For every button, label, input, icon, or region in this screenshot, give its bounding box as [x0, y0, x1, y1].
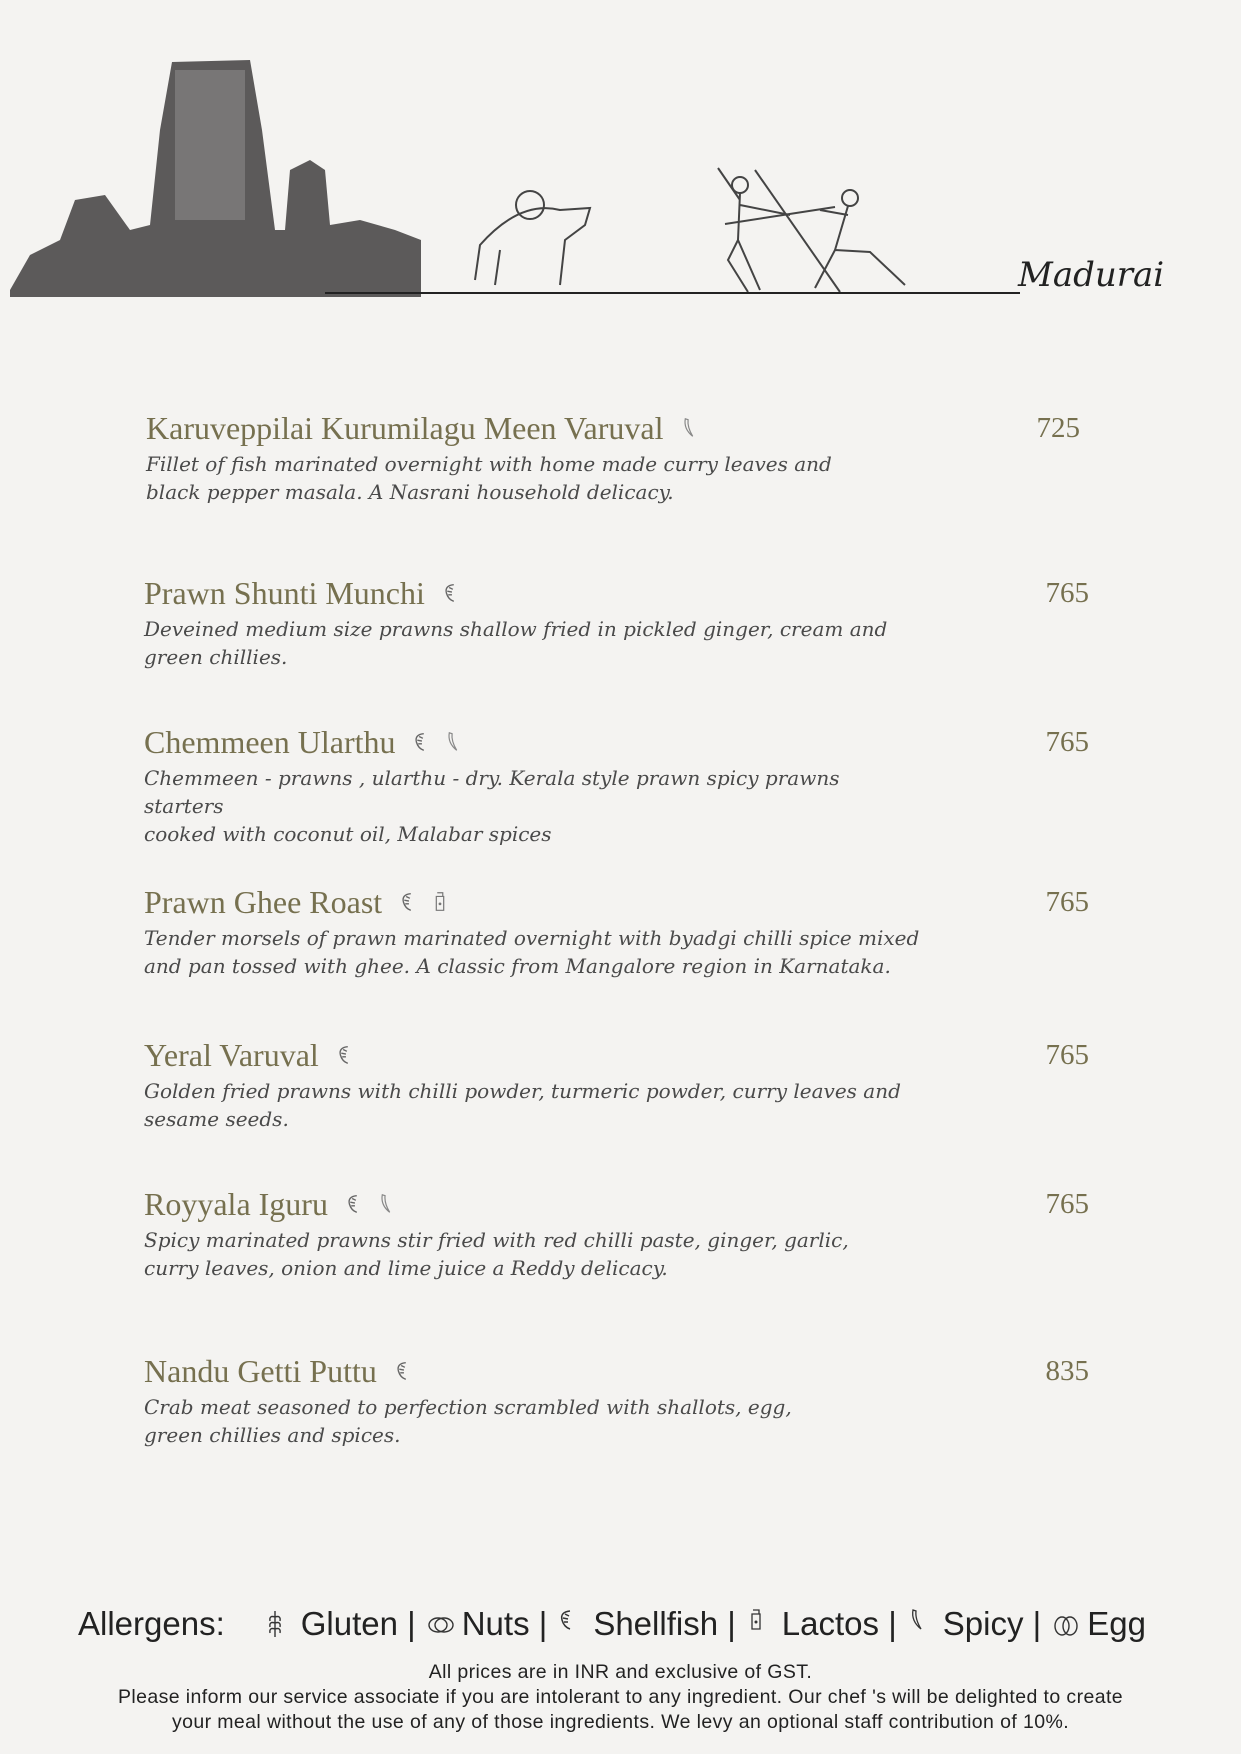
allergen-label: Lactos |	[781, 1605, 897, 1642]
allergen-lactos	[746, 1605, 897, 1643]
allergen-label: Nuts |	[461, 1605, 548, 1642]
description-line: Golden fried prawns with chilli powder, turmeric powder, curry leaves and	[144, 1079, 901, 1103]
item-name: Nandu Getti Puttu	[144, 1352, 377, 1389]
item-description	[144, 1077, 924, 1133]
item-name: Prawn Ghee Roast	[144, 883, 383, 920]
allergen-egg	[1051, 1605, 1146, 1643]
item-description	[144, 764, 924, 848]
description-line: sesame seeds.	[144, 1107, 289, 1131]
item-name: Yeral Varuval	[144, 1036, 319, 1073]
description-line: green chillies and spices.	[144, 1423, 401, 1447]
egg-icon	[1051, 1607, 1081, 1641]
lactos-icon	[746, 1607, 776, 1641]
item-description	[144, 615, 924, 671]
item-description	[144, 924, 924, 980]
item-name: Chemmeen Ularthu	[144, 723, 396, 760]
description-line: curry leaves, onion and lime juice a Reddy delicacy.	[144, 1256, 668, 1280]
shellfish-icon	[557, 1607, 587, 1641]
description-line: Fillet of fish marinated overnight with home made curry leaves and	[146, 452, 832, 476]
item-price: 725	[1036, 412, 1080, 444]
allergen-shellfish	[557, 1605, 735, 1643]
menu-item	[144, 882, 1089, 980]
item-name: Royyala Iguru	[144, 1185, 328, 1222]
item-price: 765	[1045, 886, 1089, 918]
footer-notes	[0, 1660, 1241, 1735]
spicy-icon	[679, 416, 699, 440]
allergy-note-line-1: Please inform our service associate if you are intolerant to any ingredient. Our chef 's will be delighted to create	[117, 1686, 1124, 1708]
header-illustration	[0, 0, 1241, 310]
shellfish-icon	[441, 581, 461, 605]
spicy-icon	[376, 1192, 396, 1216]
spicy-icon	[443, 730, 463, 754]
menu-item	[144, 573, 1089, 671]
description-line: black pepper masala. A Nasrani household delicacy.	[146, 480, 674, 504]
shellfish-icon	[393, 1359, 413, 1383]
price-note: All prices are in INR and exclusive of GST.	[428, 1661, 813, 1683]
menu-item	[146, 408, 1080, 506]
description-line: Crab meat seasoned to perfection scrambled with shallots, egg,	[144, 1395, 792, 1419]
item-price: 765	[1045, 1039, 1089, 1071]
allergens-label: Allergens:	[78, 1605, 225, 1642]
item-price: 765	[1045, 726, 1089, 758]
shellfish-icon	[335, 1043, 355, 1067]
item-description	[144, 1393, 924, 1449]
description-line: Spicy marinated prawns stir fried with red chilli paste, ginger, garlic,	[144, 1228, 849, 1252]
item-description	[146, 450, 926, 506]
allergen-nuts	[426, 1605, 548, 1643]
allergy-note-line-2: your meal without the use of any of those ingredients. We levy an optional staff contribution of 10%.	[171, 1711, 1070, 1733]
allergen-legend	[78, 1605, 1201, 1643]
description-line: Tender morsels of prawn marinated overnight with byadgi chilli spice mixed	[144, 926, 920, 950]
item-price: 835	[1045, 1355, 1089, 1387]
item-name: Karuveppilai Kurumilagu Meen Varuval	[146, 409, 664, 446]
allergen-spicy	[907, 1605, 1041, 1643]
menu-item	[144, 1184, 1089, 1282]
shellfish-icon	[398, 890, 418, 914]
gluten-icon	[265, 1607, 295, 1641]
bull-tamer-sketch	[475, 191, 590, 285]
menu-item	[144, 722, 1089, 848]
spicy-icon	[907, 1607, 937, 1641]
menu-item	[144, 1035, 1089, 1133]
description-line: and pan tossed with ghee. A classic from Mangalore region in Karnataka.	[144, 954, 891, 978]
description-line: Chemmeen - prawns , ularthu - dry. Kerala style prawn spicy prawns starters	[144, 766, 840, 818]
description-line: cooked with coconut oil, Malabar spices	[144, 822, 552, 846]
silambam-fighters-sketch	[718, 168, 905, 292]
shellfish-icon	[411, 730, 431, 754]
description-line: green chillies.	[144, 645, 288, 669]
allergen-gluten	[265, 1605, 416, 1643]
shellfish-icon	[344, 1192, 364, 1216]
allergen-label: Spicy |	[942, 1605, 1042, 1642]
item-description	[144, 1226, 924, 1282]
nuts-icon	[426, 1607, 456, 1641]
item-price: 765	[1045, 577, 1089, 609]
item-price: 765	[1045, 1188, 1089, 1220]
lactos-icon	[430, 890, 450, 914]
allergen-label: Egg	[1087, 1605, 1146, 1642]
description-line: Deveined medium size prawns shallow fried in pickled ginger, cream and	[144, 617, 888, 641]
allergen-label: Gluten |	[300, 1605, 416, 1642]
item-name: Prawn Shunti Munchi	[144, 574, 425, 611]
menu-item	[144, 1351, 1089, 1449]
allergen-label: Shellfish |	[593, 1605, 736, 1642]
city-name: Madurai	[1018, 255, 1165, 295]
